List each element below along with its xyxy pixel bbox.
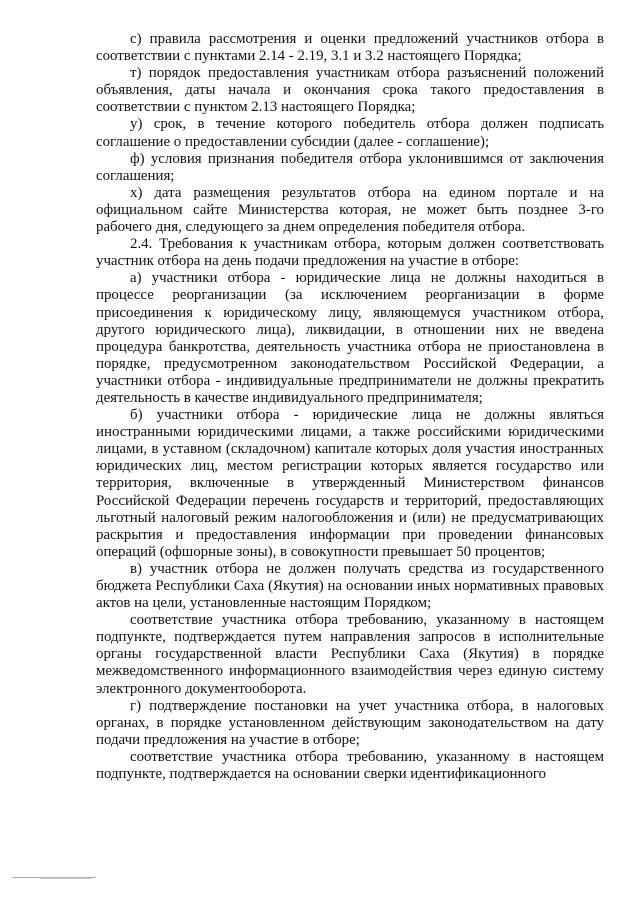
paragraph-b-foreign-entities: б) участники отбора - юридические лица не должны являться иностранными юридическими лицами, а также российскими юридическими лицами, в уставном (складочном) капитале которых доля участия иностранных юридических лиц, местом регистрации которых является государство или территория, включенные в утвержденный Министерством финансов Российской Федерации перечень государств и территорий, предоставляющих льготный налоговый режим налогообложения и (или) не предусматривающих раскрытия и предоставления информации при проведении финансовых операций (офшорные зоны), в совокупности превышает 50 процентов; [96,407,604,560]
paragraph-f-evasion-conditions: ф) условия признания победителя отбора уклонившимся от заключения соглашения; [96,150,604,184]
paragraph-g-tax-registration: г) подтверждение постановки на учет участника отбора, в налоговых органах, в порядке установленном действующим законодательством на дату подачи предложения на участие в отборе; [96,697,604,748]
paragraph-g-compliance: соответствие участника отбора требованию, указанному в настоящем подпункте, подтверждается на основании сверки идентификационного [96,748,604,783]
paragraph-t-clarification-order: т) порядок предоставления участникам отбора разъяснений положений объявления, даты начала и окончания срока такого предоставления в соответствии с пунктом 2.13 настоящего Порядка; [96,65,604,116]
document-body [96,31,604,783]
paragraph-v-budget-funds: в) участник отбора не должен получать средства из государственного бюджета Республики Саха (Якутия) на основании иных нормативных правовых актов на цели, установленные настоящим Порядком; [96,560,604,612]
paragraph-s-review-rules: с) правила рассмотрения и оценки предложений участников отбора в соответствии с пунктами 2.14 - 2.19, 3.1 и 3.2 настоящего Порядка; [96,31,604,65]
paragraph-v-compliance: соответствие участника отбора требованию, указанному в настоящем подпункте, подтверждается путем направления запросов в исполнительные органы государственной власти Республики Саха (Якутия) в порядке межведомственного информационного взаимодействия через единую систему электронного документооборота. [96,612,604,697]
paragraph-u-signing-term: у) срок, в течение которого победитель отбора должен подписать соглашение о предоставлении субсидии (далее - соглашение); [96,116,604,150]
paragraph-2-4-requirements: 2.4. Требования к участникам отбора, которым должен соответствовать участник отбора на день подачи предложения на участие в отборе: [96,236,604,270]
paragraph-kh-results-date: х) дата размещения результатов отбора на едином портале и на официальном сайте Министерства которая, не может быть позднее 3-го рабочего дня, следующего за днем определения победителя отбора. [96,184,604,236]
scan-artifact-line-secondary [40,878,92,879]
paragraph-a-reorganization: а) участники отбора - юридические лица не должны находиться в процессе реорганизации (за исключением реорганизации в форме присоединения к юридическому лицу, являющемуся участником отбора, другого юридического лица), ликвидации, в отношении них не введена процедура банкротства, деятельность участника отбора не приостановлена в порядке, предусмотренном законодательством Российской Федерации, а участники отбора - индивидуальные предприниматели не должны прекратить деятельность в качестве индивидуального предпринимателя; [96,270,604,406]
